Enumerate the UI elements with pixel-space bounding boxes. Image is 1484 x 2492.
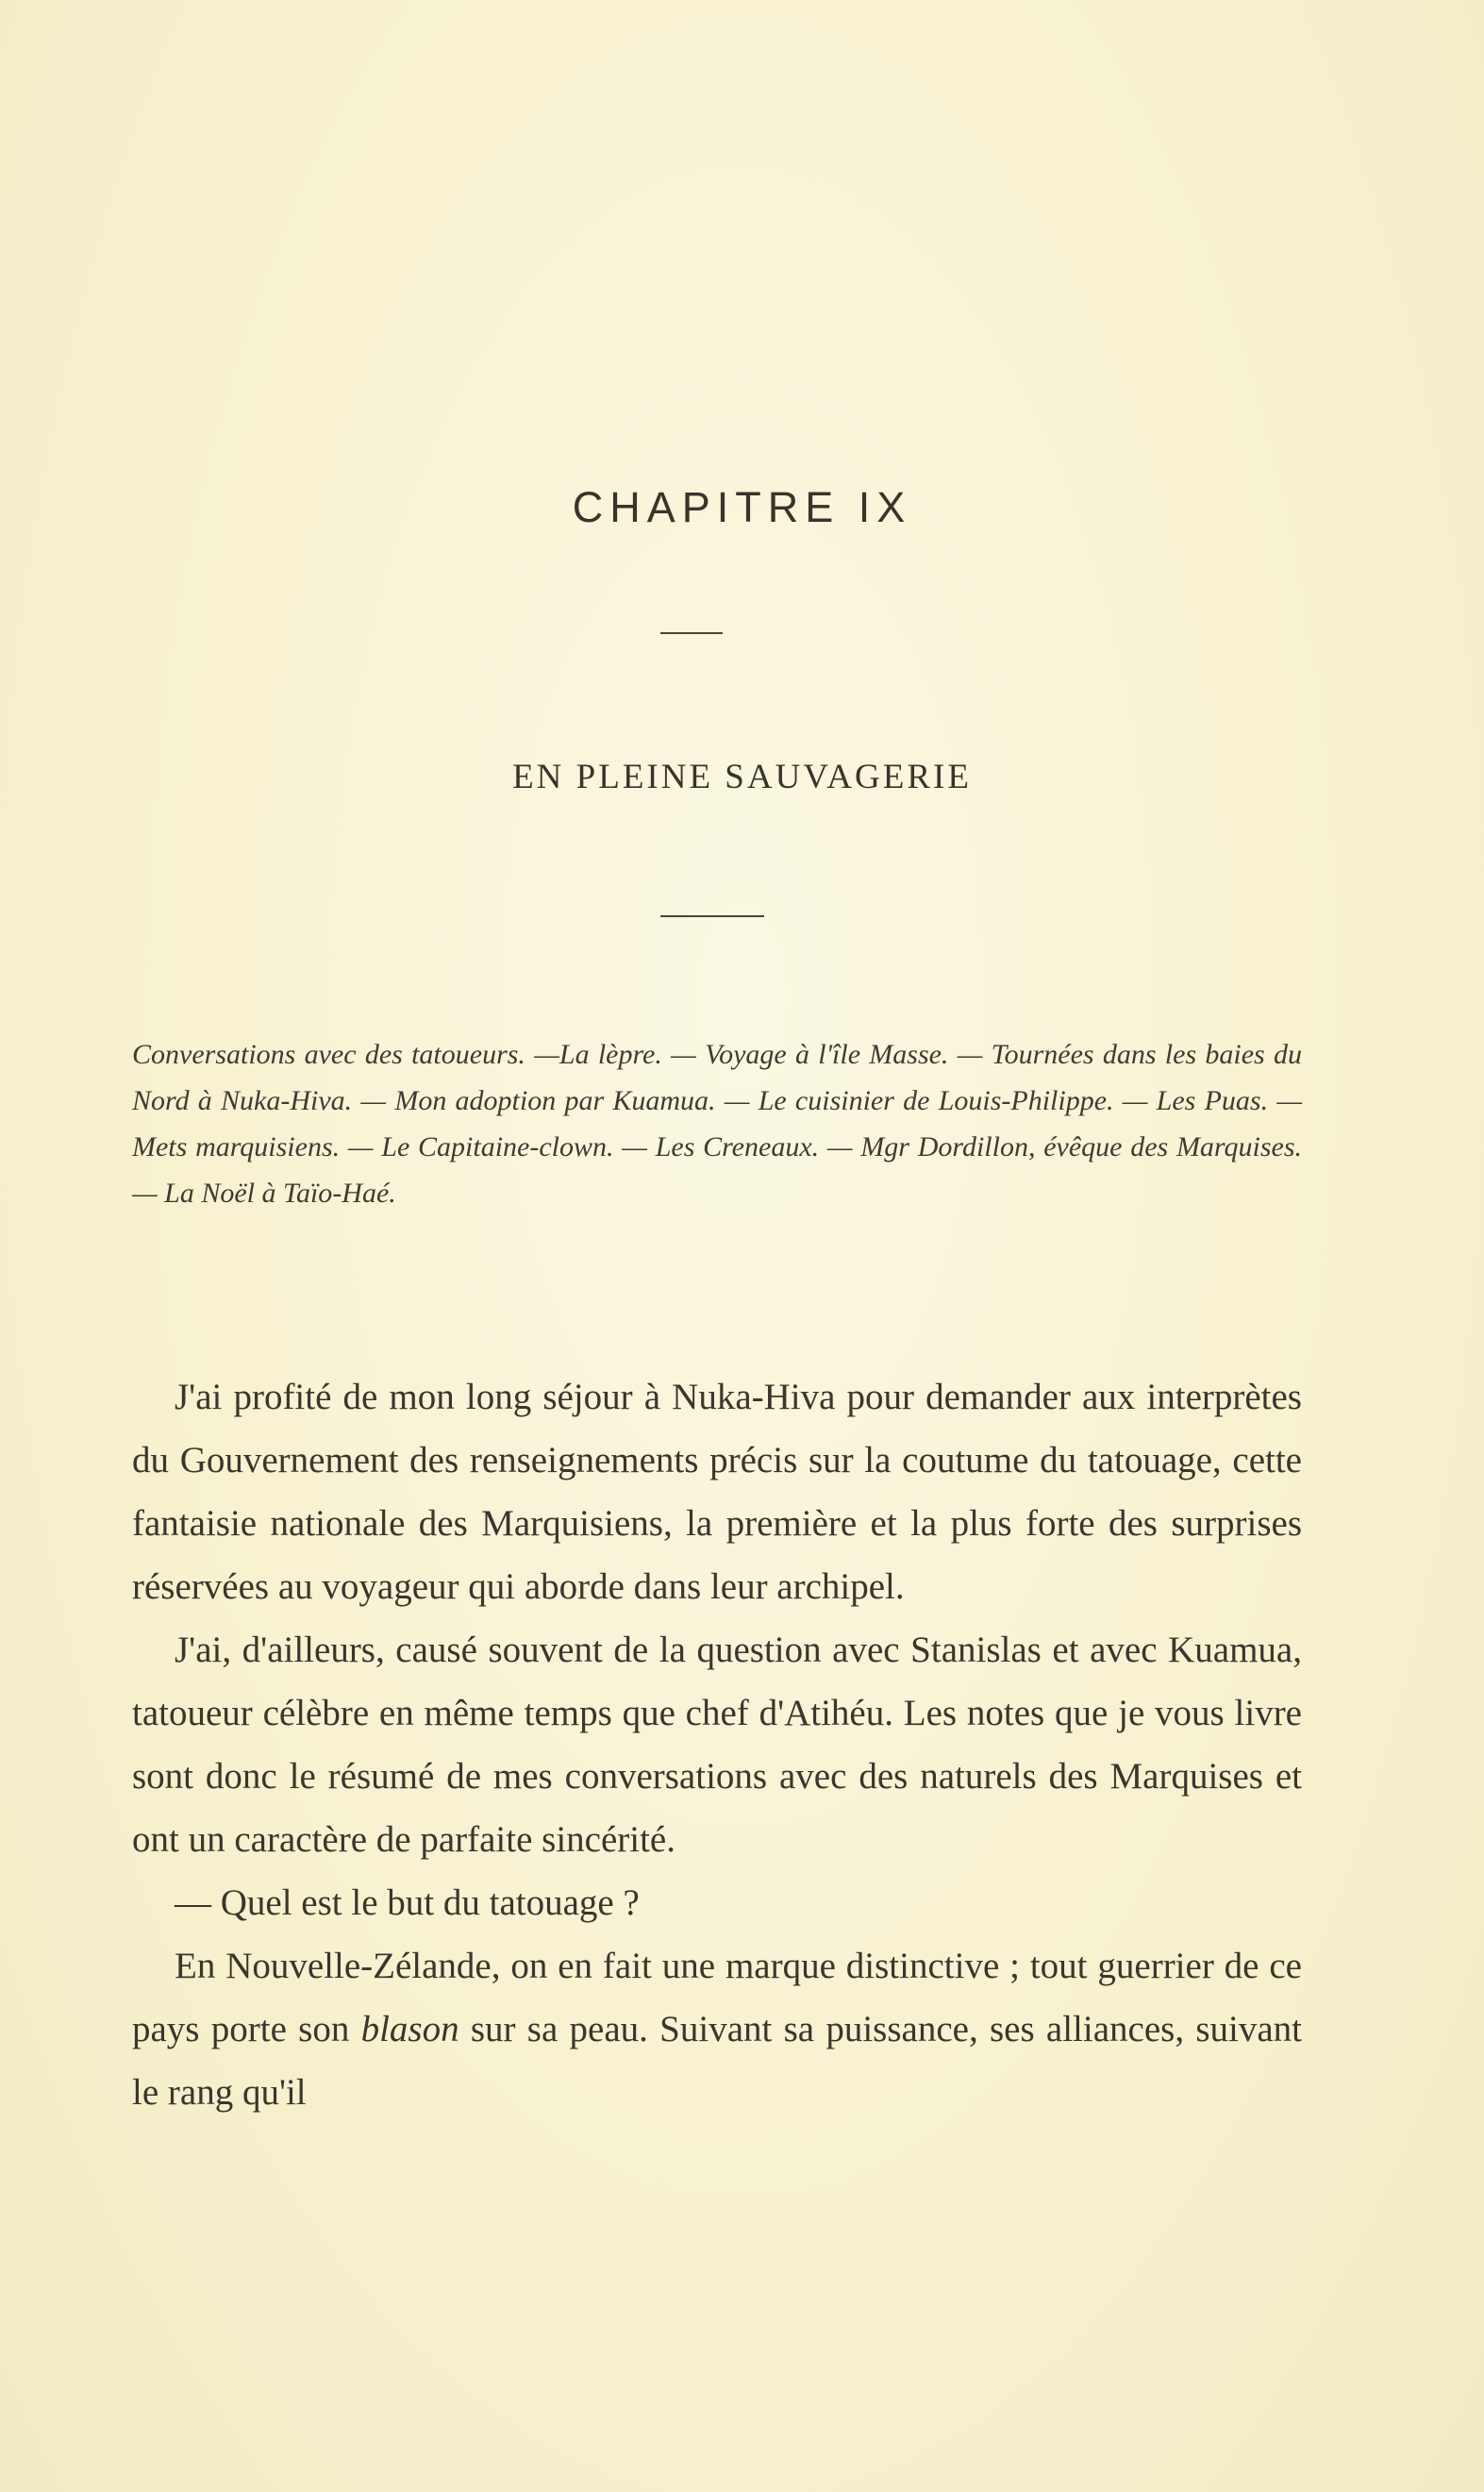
paragraph: J'ai profité de mon long séjour à Nuka-Hiva pour demander aux interprètes du Gouvernement des renseignements précis sur la coutume du tatouage, cette fantaisie nationale des Marquisiens, la première et la plus forte des surprises réservées au voyageur qui aborde dans leur archipel.	[132, 1377, 1302, 1607]
paragraph: — Quel est le but du tatouage ?	[175, 1882, 640, 1923]
emphasis-blason: blason	[360, 2009, 459, 2049]
text-span: sur sa peau. Suivant sa puissance, ses alliances, suivant le rang qu'il	[132, 2009, 1302, 2113]
chapter-summary: Conversations avec des tatoueurs. —La lèpre. — Voyage à l'île Masse. — Tournées dans les baies du Nord à Nuka-Hiva. — Mon adoption par Kuamua. — Le cuisinier de Louis-Philippe. — Les Puas. — Mets marquisiens. — Le Capitaine-clown. — Les Creneaux. — Mgr Dordillon, évêque des Marquises. — La Noël à Taïo-Haé.	[132, 1039, 1302, 1209]
body-text	[132, 1365, 1302, 2124]
chapter-title: CHAPITRE IX	[572, 483, 912, 531]
paragraph	[132, 1934, 1302, 2124]
divider-rule	[660, 915, 764, 917]
text-span: En Nouvelle-Zélande, on en fait une marque distinctive ; tout guerrier de ce pays porte son	[132, 1946, 1302, 2049]
paragraph: J'ai, d'ailleurs, causé souvent de la question avec Stanislas et avec Kuamua, tatoueur célèbre en même temps que chef d'Atihéu. Les notes que je vous livre sont donc le résumé de mes conversations avec des naturels des Marquises et ont un caractère de parfaite sincérité.	[132, 1630, 1302, 1860]
divider-rule	[660, 632, 723, 634]
section-title: EN PLEINE SAUVAGERIE	[512, 758, 972, 796]
